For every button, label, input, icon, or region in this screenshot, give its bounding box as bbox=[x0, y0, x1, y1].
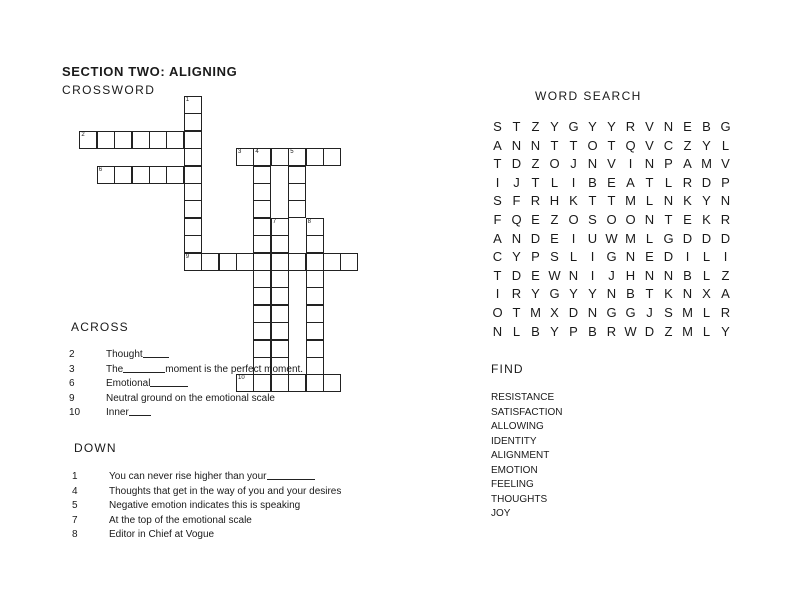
clue-text: Neutral ground on the emotional scale bbox=[106, 392, 275, 404]
wordsearch-letter[interactable]: J bbox=[646, 304, 653, 320]
wordsearch-letter[interactable]: G bbox=[625, 304, 636, 320]
wordsearch-letter[interactable]: Y bbox=[512, 249, 521, 265]
clue-number: 4 bbox=[72, 485, 78, 497]
crossword-cell[interactable] bbox=[184, 166, 202, 184]
wordsearch-letter[interactable]: Z bbox=[531, 156, 540, 172]
wordsearch-letter[interactable]: Y bbox=[607, 119, 616, 134]
wordsearch-letter[interactable]: Z bbox=[550, 211, 559, 227]
crossword-cell[interactable] bbox=[323, 148, 341, 166]
wordsearch-letter[interactable]: A bbox=[493, 137, 502, 153]
down-clue bbox=[72, 485, 341, 500]
wordsearch-letter[interactable]: D bbox=[644, 323, 655, 339]
wordsearch-letter[interactable]: G bbox=[568, 119, 579, 134]
crossword-cell[interactable] bbox=[97, 166, 115, 184]
find-word: IDENTITY bbox=[491, 435, 537, 447]
wordsearch-letter[interactable]: J bbox=[608, 267, 615, 283]
wordsearch-letter[interactable]: T bbox=[493, 267, 502, 283]
find-word: SATISFACTION bbox=[491, 406, 563, 418]
wordsearch-letter[interactable]: Z bbox=[683, 137, 692, 153]
wordsearch-letter[interactable]: L bbox=[645, 230, 654, 246]
crossword-cell[interactable] bbox=[306, 340, 324, 358]
wordsearch-letter[interactable]: V bbox=[645, 119, 654, 134]
wordsearch-letter[interactable]: M bbox=[701, 156, 712, 172]
wordsearch-row bbox=[488, 249, 735, 268]
wordsearch-letter[interactable]: I bbox=[495, 286, 500, 302]
wordsearch-letter[interactable]: D bbox=[701, 174, 712, 190]
down-clue bbox=[72, 499, 341, 514]
find-word: THOUGHTS bbox=[491, 493, 548, 505]
wordsearch-letter[interactable]: I bbox=[571, 230, 576, 246]
find-word: EMOTION bbox=[491, 464, 538, 476]
wordsearch-letter[interactable]: M bbox=[625, 193, 636, 209]
wordsearch-letter[interactable]: J bbox=[513, 174, 520, 190]
wordsearch-letter[interactable]: E bbox=[531, 211, 540, 227]
wordsearch-letter[interactable]: B bbox=[588, 323, 597, 339]
wordsearch-letter[interactable]: T bbox=[664, 211, 673, 227]
crossword-cell[interactable] bbox=[236, 148, 254, 166]
crossword-cell[interactable] bbox=[184, 148, 202, 166]
crossword-cell[interactable] bbox=[201, 253, 219, 271]
crossword-cell[interactable] bbox=[253, 287, 271, 305]
wordsearch-letter[interactable]: A bbox=[683, 156, 692, 172]
wordsearch-row bbox=[488, 305, 735, 324]
wordsearch-letter[interactable]: N bbox=[720, 193, 731, 209]
crossword-cell[interactable] bbox=[306, 253, 324, 271]
wordsearch-letter[interactable]: N bbox=[644, 156, 655, 172]
wordsearch-letter[interactable]: W bbox=[624, 323, 637, 339]
crossword-cell[interactable] bbox=[288, 200, 306, 218]
wordsearch-letter[interactable]: L bbox=[512, 323, 521, 339]
crossword-cell[interactable] bbox=[236, 253, 254, 271]
wordsearch-row bbox=[488, 286, 735, 305]
clue-text: Emotional bbox=[106, 378, 151, 389]
crossword-cell[interactable] bbox=[288, 183, 306, 201]
crossword-cell[interactable] bbox=[288, 253, 306, 271]
wordsearch-letter[interactable]: B bbox=[702, 119, 711, 134]
wordsearch-letter[interactable]: J bbox=[570, 156, 577, 172]
wordsearch-letter[interactable]: F bbox=[493, 211, 502, 227]
across-title: ACROSS bbox=[71, 320, 129, 334]
wordsearch-letter[interactable]: T bbox=[550, 137, 559, 153]
wordsearch-letter[interactable]: Y bbox=[702, 137, 711, 153]
wordsearch-letter[interactable]: G bbox=[720, 119, 731, 134]
wordsearch-letter[interactable]: Z bbox=[531, 119, 540, 134]
wordsearch-letter[interactable]: E bbox=[531, 267, 540, 283]
wordsearch-letter[interactable]: R bbox=[682, 174, 693, 190]
crossword-cell[interactable] bbox=[253, 148, 271, 166]
answer-blank[interactable] bbox=[123, 363, 165, 373]
wordsearch-letter[interactable]: B bbox=[683, 267, 692, 283]
wordsearch-letter[interactable]: N bbox=[587, 156, 598, 172]
wordsearch-letter[interactable]: H bbox=[549, 193, 560, 209]
wordsearch-letter[interactable]: N bbox=[663, 193, 674, 209]
wordsearch-letter[interactable]: Z bbox=[721, 267, 730, 283]
crossword-cell[interactable] bbox=[271, 322, 289, 340]
across-clue bbox=[69, 377, 303, 392]
wordsearch-letter[interactable]: Y bbox=[531, 286, 540, 302]
wordsearch-letter[interactable]: L bbox=[569, 249, 578, 265]
wordsearch-letter[interactable]: T bbox=[607, 193, 616, 209]
clue-text: Inner bbox=[106, 407, 129, 418]
wordsearch-letter[interactable]: I bbox=[571, 174, 576, 190]
wordsearch-letter[interactable]: K bbox=[683, 193, 692, 209]
crossword-cell[interactable] bbox=[253, 200, 271, 218]
crossword-cell[interactable] bbox=[306, 148, 324, 166]
clue-number: 6 bbox=[69, 378, 75, 389]
crossword-cell[interactable] bbox=[340, 253, 358, 271]
wordsearch-letter[interactable]: O bbox=[568, 211, 579, 227]
crossword-cell[interactable] bbox=[288, 166, 306, 184]
find-word: ALLOWING bbox=[491, 421, 544, 432]
crossword-cell[interactable] bbox=[184, 218, 202, 236]
clue-text: Thought bbox=[106, 349, 143, 360]
wordsearch-letter[interactable]: I bbox=[685, 249, 690, 265]
wordsearch-letter[interactable]: D bbox=[511, 156, 522, 172]
wordsearch-letter[interactable]: F bbox=[512, 193, 521, 209]
crossword-cell[interactable] bbox=[97, 131, 115, 149]
clue-number: 9 bbox=[69, 392, 75, 404]
crossword-cell[interactable] bbox=[132, 166, 150, 184]
wordsearch-letter[interactable]: B bbox=[626, 286, 635, 302]
across-clue bbox=[69, 392, 303, 407]
wordsearch-letter[interactable]: T bbox=[645, 286, 654, 302]
wordsearch-letter[interactable]: D bbox=[530, 230, 541, 246]
wordsearch-letter[interactable]: L bbox=[702, 249, 711, 265]
clue-number: 7 bbox=[72, 514, 78, 526]
wordsearch-letter[interactable]: Y bbox=[550, 119, 559, 134]
wordsearch-letter[interactable]: I bbox=[723, 249, 728, 265]
wordsearch-letter[interactable]: Y bbox=[550, 323, 559, 339]
crossword-cell[interactable] bbox=[306, 287, 324, 305]
crossword-cell[interactable] bbox=[271, 218, 289, 236]
clue-text: Editor in Chief at Vogue bbox=[109, 529, 215, 540]
wordsearch-letter[interactable]: L bbox=[702, 323, 711, 339]
wordsearch-letter[interactable]: I bbox=[628, 156, 633, 172]
wordsearch-row bbox=[488, 231, 735, 250]
crossword-cell[interactable] bbox=[184, 113, 202, 131]
wordsearch-letter[interactable]: R bbox=[720, 211, 731, 227]
wordsearch-letter[interactable]: T bbox=[512, 304, 521, 320]
wordsearch-row bbox=[488, 156, 735, 175]
down-clue bbox=[72, 514, 341, 529]
crossword-title: CROSSWORD bbox=[62, 83, 156, 97]
wordsearch-letter[interactable]: S bbox=[550, 249, 559, 265]
crossword-cell[interactable] bbox=[184, 253, 202, 271]
wordsearch-letter[interactable]: N bbox=[644, 211, 655, 227]
down-title: DOWN bbox=[74, 441, 117, 455]
clue-number: 2 bbox=[81, 131, 85, 138]
crossword-cell[interactable] bbox=[219, 253, 237, 271]
answer-blank[interactable] bbox=[267, 470, 315, 480]
wordsearch-letter[interactable]: T bbox=[531, 174, 540, 190]
wordsearch-letter[interactable]: N bbox=[511, 137, 522, 153]
across-clue bbox=[69, 406, 303, 421]
crossword-cell[interactable] bbox=[323, 253, 341, 271]
clue-number: 1 bbox=[72, 471, 78, 482]
crossword-cell[interactable] bbox=[288, 148, 306, 166]
wordsearch-letter[interactable]: R bbox=[511, 286, 522, 302]
wordsearch-letter[interactable]: A bbox=[626, 174, 635, 190]
wordsearch-letter[interactable]: L bbox=[550, 174, 559, 190]
wordsearch-letter[interactable]: G bbox=[549, 286, 560, 302]
crossword-cell[interactable] bbox=[166, 131, 184, 149]
wordsearch-letter[interactable]: H bbox=[625, 267, 636, 283]
wordsearch-letter[interactable]: P bbox=[569, 323, 578, 339]
wordsearch-letter[interactable]: X bbox=[550, 304, 559, 320]
crossword-cell[interactable] bbox=[149, 166, 167, 184]
wordsearch-letter[interactable]: O bbox=[492, 304, 503, 320]
wordsearch-letter[interactable]: E bbox=[550, 230, 559, 246]
wordsearch-letter[interactable]: L bbox=[721, 137, 730, 153]
section-title: SECTION TWO: ALIGNING bbox=[62, 64, 238, 79]
crossword-cell[interactable] bbox=[253, 253, 271, 271]
wordsearch-letter[interactable]: I bbox=[495, 174, 500, 190]
wordsearch-letter[interactable]: K bbox=[569, 193, 578, 209]
wordsearch-letter[interactable]: I bbox=[590, 249, 595, 265]
crossword-cell[interactable] bbox=[271, 148, 289, 166]
wordsearch-letter[interactable]: G bbox=[606, 304, 617, 320]
wordsearch-letter[interactable]: W bbox=[605, 230, 618, 246]
wordsearch-letter[interactable]: S bbox=[493, 193, 502, 209]
crossword-cell[interactable] bbox=[114, 131, 132, 149]
wordsearch-letter[interactable]: K bbox=[664, 286, 673, 302]
crossword-cell[interactable] bbox=[253, 270, 271, 288]
wordsearch-letter[interactable]: Y bbox=[588, 119, 597, 134]
across-clue bbox=[69, 348, 303, 363]
crossword-cell[interactable] bbox=[253, 322, 271, 340]
crossword-cell[interactable] bbox=[271, 253, 289, 271]
wordsearch-letter[interactable]: G bbox=[606, 249, 617, 265]
wordsearch-letter[interactable]: N bbox=[492, 323, 503, 339]
find-word: FEELING bbox=[491, 479, 534, 490]
crossword-cell[interactable] bbox=[166, 166, 184, 184]
wordsearch-letter[interactable]: D bbox=[511, 267, 522, 283]
wordsearch-letter[interactable]: B bbox=[588, 174, 597, 190]
wordsearch-letter[interactable]: R bbox=[720, 304, 731, 320]
wordsearch-letter[interactable]: C bbox=[663, 137, 674, 153]
wordsearch-letter[interactable]: R bbox=[530, 193, 541, 209]
crossword-cell[interactable] bbox=[114, 166, 132, 184]
clue-text: moment is the perfect moment. bbox=[165, 363, 304, 375]
wordsearch-letter[interactable]: N bbox=[587, 304, 598, 320]
wordsearch-letter[interactable]: N bbox=[625, 249, 636, 265]
wordsearch-grid bbox=[488, 119, 735, 342]
wordsearch-row bbox=[488, 193, 735, 212]
crossword-cell[interactable] bbox=[184, 235, 202, 253]
wordsearch-letter[interactable]: N bbox=[644, 267, 655, 283]
wordsearch-letter[interactable]: P bbox=[531, 249, 540, 265]
wordsearch-letter[interactable]: O bbox=[549, 156, 560, 172]
wordsearch-letter[interactable]: S bbox=[493, 119, 502, 134]
crossword-cell[interactable] bbox=[253, 235, 271, 253]
wordsearch-letter[interactable]: M bbox=[530, 304, 541, 320]
crossword-cell[interactable] bbox=[306, 357, 324, 375]
wordsearch-letter[interactable]: A bbox=[721, 286, 730, 302]
wordsearch-row bbox=[488, 138, 735, 157]
wordsearch-letter[interactable]: P bbox=[721, 174, 730, 190]
crossword-cell[interactable] bbox=[184, 96, 202, 114]
find-word: JOY bbox=[491, 508, 511, 519]
crossword-cell[interactable] bbox=[79, 131, 97, 149]
wordsearch-letter[interactable]: N bbox=[606, 286, 617, 302]
wordsearch-letter[interactable]: T bbox=[569, 137, 578, 153]
wordsearch-letter[interactable]: M bbox=[625, 230, 636, 246]
down-clue bbox=[72, 528, 341, 543]
wordsearch-letter[interactable]: L bbox=[664, 174, 673, 190]
wordsearch-letter[interactable]: O bbox=[625, 211, 636, 227]
wordsearch-letter[interactable]: E bbox=[607, 174, 616, 190]
wordsearch-letter[interactable]: T bbox=[512, 119, 521, 134]
crossword-cell[interactable] bbox=[323, 374, 341, 392]
crossword-cell[interactable] bbox=[253, 183, 271, 201]
across-clue bbox=[69, 363, 303, 378]
crossword-cell[interactable] bbox=[306, 322, 324, 340]
wordsearch-letter[interactable]: R bbox=[606, 323, 617, 339]
wordsearch-letter[interactable]: D bbox=[568, 304, 579, 320]
wordsearch-row bbox=[488, 175, 735, 194]
wordsearch-row bbox=[488, 324, 735, 343]
answer-blank[interactable] bbox=[143, 348, 169, 358]
crossword-cell[interactable] bbox=[184, 183, 202, 201]
wordsearch-letter[interactable]: L bbox=[645, 193, 654, 209]
wordsearch-row bbox=[488, 119, 735, 138]
wordsearch-row bbox=[488, 268, 735, 287]
crossword-cell[interactable] bbox=[306, 374, 324, 392]
wordsearch-letter[interactable]: S bbox=[588, 211, 597, 227]
clue-number: 5 bbox=[72, 500, 78, 511]
answer-blank[interactable] bbox=[129, 406, 151, 416]
crossword-cell[interactable] bbox=[271, 305, 289, 323]
wordsearch-letter[interactable]: N bbox=[568, 267, 579, 283]
wordsearch-row bbox=[488, 212, 735, 231]
wordsearch-letter[interactable]: X bbox=[702, 286, 711, 302]
wordsearch-letter[interactable]: P bbox=[664, 156, 673, 172]
wordsearch-letter[interactable]: Y bbox=[588, 286, 597, 302]
down-clue bbox=[72, 470, 341, 485]
clue-number: 8 bbox=[72, 529, 78, 540]
clue-number: 3 bbox=[69, 363, 75, 375]
find-word: RESISTANCE bbox=[491, 392, 555, 403]
wordsearch-letter[interactable]: D bbox=[663, 249, 674, 265]
wordsearch-letter[interactable]: R bbox=[625, 119, 636, 134]
wordsearch-letter[interactable]: Y bbox=[702, 193, 711, 209]
clue-text: You can never rise higher than your bbox=[109, 471, 267, 482]
wordsearch-letter[interactable]: N bbox=[530, 137, 541, 153]
find-word: ALIGNMENT bbox=[491, 450, 550, 461]
crossword-cell[interactable] bbox=[306, 305, 324, 323]
crossword-cell[interactable] bbox=[184, 131, 202, 149]
wordsearch-letter[interactable]: G bbox=[663, 230, 674, 246]
down-clue-list bbox=[72, 470, 341, 543]
find-title: FIND bbox=[491, 362, 524, 376]
wordsearch-letter[interactable]: L bbox=[702, 304, 711, 320]
clue-number: 9 bbox=[185, 253, 190, 260]
wordsearch-letter[interactable]: N bbox=[663, 119, 674, 134]
wordsearch-letter[interactable]: N bbox=[682, 286, 693, 302]
crossword-cell[interactable] bbox=[271, 235, 289, 253]
crossword-cell[interactable] bbox=[132, 131, 150, 149]
wordsearch-letter[interactable]: E bbox=[683, 211, 692, 227]
wordsearch-letter[interactable]: L bbox=[702, 267, 711, 283]
find-word-list bbox=[491, 391, 563, 522]
wordsearch-letter[interactable]: T bbox=[607, 137, 616, 153]
wordsearch-letter[interactable]: T bbox=[493, 156, 502, 172]
crossword-cell[interactable] bbox=[253, 305, 271, 323]
clue-text: The bbox=[106, 363, 124, 375]
wordsearch-letter[interactable]: M bbox=[682, 323, 693, 339]
crossword-cell[interactable] bbox=[306, 218, 324, 236]
wordsearch-letter[interactable]: A bbox=[493, 230, 502, 246]
wordsearch-letter[interactable]: B bbox=[531, 323, 540, 339]
wordsearch-title: WORD SEARCH bbox=[535, 89, 642, 103]
wordsearch-letter[interactable]: U bbox=[587, 230, 598, 246]
clue-number: 7 bbox=[272, 218, 277, 225]
clue-number: 3 bbox=[238, 149, 242, 156]
wordsearch-letter[interactable]: D bbox=[682, 230, 693, 246]
wordsearch-letter[interactable]: T bbox=[588, 193, 597, 209]
wordsearch-letter[interactable]: V bbox=[645, 137, 654, 153]
clue-number: 4 bbox=[255, 149, 259, 156]
wordsearch-letter[interactable]: I bbox=[590, 267, 595, 283]
clue-number: 10 bbox=[238, 375, 245, 382]
crossword-cell[interactable] bbox=[253, 166, 271, 184]
crossword-cell[interactable] bbox=[306, 270, 324, 288]
crossword-cell[interactable] bbox=[149, 131, 167, 149]
wordsearch-letter[interactable]: Q bbox=[625, 137, 636, 153]
clue-text: At the top of the emotional scale bbox=[109, 514, 252, 526]
wordsearch-letter[interactable]: N bbox=[511, 230, 522, 246]
wordsearch-letter[interactable]: S bbox=[664, 304, 673, 320]
wordsearch-letter[interactable]: N bbox=[663, 267, 674, 283]
wordsearch-letter[interactable]: T bbox=[645, 174, 654, 190]
clue-text: Thoughts that get in the way of you and your desires bbox=[109, 485, 342, 497]
wordsearch-letter[interactable]: D bbox=[720, 230, 731, 246]
crossword-cell[interactable] bbox=[271, 270, 289, 288]
crossword-cell[interactable] bbox=[184, 200, 202, 218]
wordsearch-letter[interactable]: Q bbox=[511, 211, 522, 227]
wordsearch-letter[interactable]: Z bbox=[664, 323, 673, 339]
wordsearch-letter[interactable]: O bbox=[587, 137, 598, 153]
crossword-cell[interactable] bbox=[271, 287, 289, 305]
clue-number: 5 bbox=[290, 149, 294, 156]
wordsearch-letter[interactable]: D bbox=[701, 230, 712, 246]
wordsearch-letter[interactable]: C bbox=[492, 249, 503, 265]
crossword-cell[interactable] bbox=[306, 235, 324, 253]
clue-number: 1 bbox=[185, 97, 190, 103]
wordsearch-letter[interactable]: V bbox=[721, 156, 730, 172]
wordsearch-letter[interactable]: Y bbox=[569, 286, 578, 302]
wordsearch-letter[interactable]: E bbox=[645, 249, 654, 265]
wordsearch-letter[interactable]: E bbox=[683, 119, 692, 134]
wordsearch-letter[interactable]: K bbox=[702, 211, 711, 227]
answer-blank[interactable] bbox=[150, 377, 188, 387]
wordsearch-letter[interactable]: V bbox=[607, 156, 616, 172]
clue-number: 2 bbox=[69, 349, 75, 360]
clue-number: 8 bbox=[307, 218, 311, 225]
wordsearch-letter[interactable]: W bbox=[548, 267, 561, 283]
wordsearch-letter[interactable]: M bbox=[682, 304, 693, 320]
clue-number: 6 bbox=[98, 166, 103, 173]
crossword-cell[interactable] bbox=[253, 218, 271, 236]
wordsearch-letter[interactable]: Y bbox=[721, 323, 730, 339]
clue-text: Negative emotion indicates this is speaking bbox=[109, 500, 301, 511]
clue-number: 10 bbox=[69, 407, 81, 418]
across-clue-list bbox=[69, 348, 303, 421]
wordsearch-letter[interactable]: O bbox=[606, 211, 617, 227]
